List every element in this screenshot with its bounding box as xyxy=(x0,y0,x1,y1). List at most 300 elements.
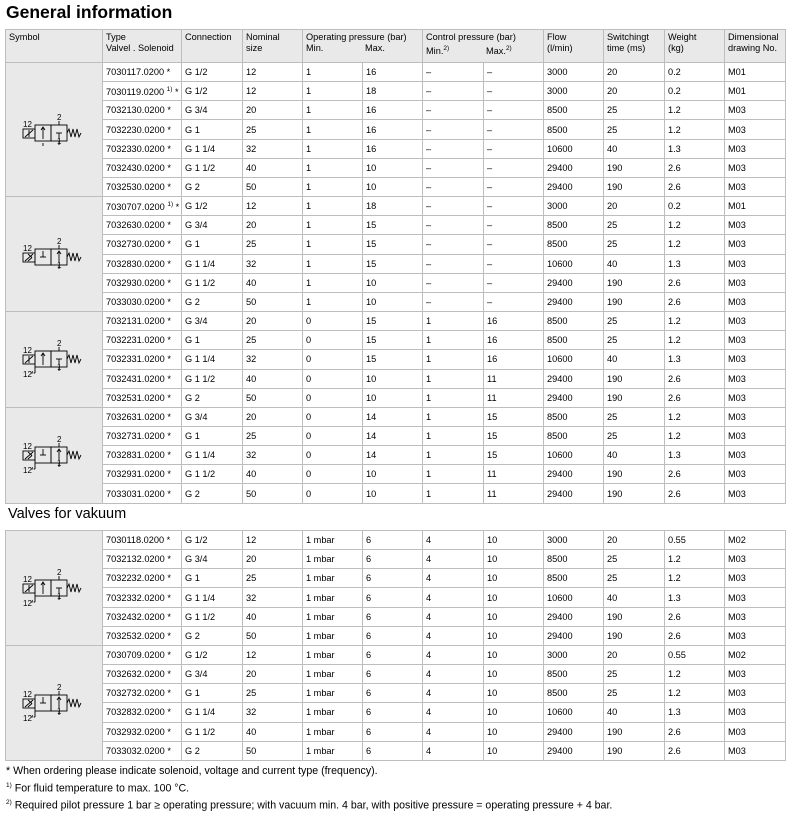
nominal-size-cell: 40 xyxy=(243,158,303,177)
type-number: 7030707.0200 $^{1)}$ * xyxy=(103,197,182,216)
svg-text:1: 1 xyxy=(57,363,62,373)
svg-text:12': 12' xyxy=(23,713,34,723)
control-pressure-max-cell: – xyxy=(484,120,544,139)
nominal-size-cell: 20 xyxy=(243,665,303,684)
connection-cell: G 1 1/2 xyxy=(182,273,243,292)
switching-time-cell: 25 xyxy=(604,407,665,426)
table-row xyxy=(6,139,786,158)
solenoid-2-2-nc-with-arrow-icon xyxy=(9,113,99,147)
switching-time-cell: 40 xyxy=(604,139,665,158)
table-header-row xyxy=(6,30,786,63)
weight-cell: 1.2 xyxy=(665,235,725,254)
type-number: 7032831.0200 * xyxy=(103,446,182,465)
table-row xyxy=(6,550,786,569)
connection-cell: G 1 1/4 xyxy=(182,254,243,273)
flow-cell: 29400 xyxy=(544,177,604,196)
operating-pressure-max-cell: 10 xyxy=(363,369,423,388)
weight-cell: 2.6 xyxy=(665,158,725,177)
operating-pressure-max-cell: 10 xyxy=(363,158,423,177)
dimensional-drawing-cell: M03 xyxy=(725,101,786,120)
connection-cell: G 1 1/2 xyxy=(182,158,243,177)
dimensional-drawing-cell: M03 xyxy=(725,388,786,407)
control-pressure-min-cell: – xyxy=(423,216,484,235)
operating-pressure-max-cell: 6 xyxy=(363,588,423,607)
header-operating-pressure: Operating pressure (bar) Min. Max. xyxy=(303,30,423,63)
connection-cell: G 2 xyxy=(182,741,243,760)
connection-cell: G 1/2 xyxy=(182,82,243,101)
vacuum-section-title: Valves for vakuum xyxy=(8,506,127,522)
operating-pressure-max-cell: 14 xyxy=(363,407,423,426)
operating-pressure-min-cell: 1 xyxy=(303,82,363,101)
control-pressure-max-cell: – xyxy=(484,139,544,158)
operating-pressure-min-cell: 1 mbar xyxy=(303,645,363,664)
operating-pressure-min-cell: 1 xyxy=(303,273,363,292)
switching-time-cell: 25 xyxy=(604,569,665,588)
table-row xyxy=(6,484,786,503)
nominal-size-cell: 50 xyxy=(243,626,303,645)
type-number: 7032130.0200 * xyxy=(103,101,182,120)
svg-text:2: 2 xyxy=(57,435,62,445)
table-row xyxy=(6,465,786,484)
type-number: 7032832.0200 * xyxy=(103,703,182,722)
connection-cell: G 3/4 xyxy=(182,101,243,120)
control-pressure-max-cell: – xyxy=(484,292,544,311)
operating-pressure-min-cell: 1 xyxy=(303,235,363,254)
weight-cell: 1.2 xyxy=(665,331,725,350)
nominal-size-cell: 20 xyxy=(243,101,303,120)
switching-time-cell: 25 xyxy=(604,120,665,139)
operating-pressure-max-cell: 6 xyxy=(363,684,423,703)
dimensional-drawing-cell: M03 xyxy=(725,607,786,626)
header-nominal-size: Nominal size xyxy=(243,30,303,63)
nominal-size-cell: 25 xyxy=(243,120,303,139)
dimensional-drawing-cell: M03 xyxy=(725,120,786,139)
table-row xyxy=(6,273,786,292)
flow-cell: 8500 xyxy=(544,407,604,426)
operating-pressure-min-cell: 1 xyxy=(303,101,363,120)
dimensional-drawing-cell: M01 xyxy=(725,82,786,101)
nominal-size-cell: 32 xyxy=(243,446,303,465)
operating-pressure-max-cell: 16 xyxy=(363,63,423,82)
header-flow: Flow (l/min) xyxy=(544,30,604,63)
flow-cell: 8500 xyxy=(544,665,604,684)
flow-cell: 10600 xyxy=(544,350,604,369)
type-number: 7032231.0200 * xyxy=(103,331,182,350)
operating-pressure-max-cell: 10 xyxy=(363,273,423,292)
switching-time-cell: 25 xyxy=(604,665,665,684)
switching-time-cell: 25 xyxy=(604,550,665,569)
table-row xyxy=(6,626,786,645)
switching-time-cell: 25 xyxy=(604,216,665,235)
type-number: 7032932.0200 * xyxy=(103,722,182,741)
control-pressure-min-cell: 4 xyxy=(423,569,484,588)
operating-pressure-max-cell: 16 xyxy=(363,120,423,139)
switching-time-cell: 25 xyxy=(604,312,665,331)
valve-symbol-cell xyxy=(6,407,103,503)
nominal-size-cell: 12 xyxy=(243,82,303,101)
operating-pressure-min-cell: 1 mbar xyxy=(303,607,363,626)
dimensional-drawing-cell: M03 xyxy=(725,550,786,569)
connection-cell: G 1/2 xyxy=(182,63,243,82)
type-number: 7032332.0200 * xyxy=(103,588,182,607)
operating-pressure-min-cell: 1 xyxy=(303,177,363,196)
connection-cell: G 2 xyxy=(182,484,243,503)
flow-cell: 29400 xyxy=(544,484,604,503)
weight-cell: 2.6 xyxy=(665,292,725,311)
control-pressure-max-cell: – xyxy=(484,82,544,101)
control-pressure-max-cell: 16 xyxy=(484,350,544,369)
connection-cell: G 2 xyxy=(182,177,243,196)
control-pressure-min-cell: 1 xyxy=(423,407,484,426)
connection-cell: G 1 1/4 xyxy=(182,588,243,607)
type-number: 7030118.0200 * xyxy=(103,531,182,550)
flow-cell: 10600 xyxy=(544,588,604,607)
flow-cell: 8500 xyxy=(544,550,604,569)
operating-pressure-min-cell: 1 xyxy=(303,197,363,216)
type-number: 7032830.0200 * xyxy=(103,254,182,273)
connection-cell: G 1 1/2 xyxy=(182,607,243,626)
switching-time-cell: 40 xyxy=(604,254,665,273)
dimensional-drawing-cell: M03 xyxy=(725,588,786,607)
dimensional-drawing-cell: M03 xyxy=(725,446,786,465)
flow-cell: 8500 xyxy=(544,101,604,120)
weight-cell: 1.2 xyxy=(665,684,725,703)
control-pressure-max-cell: 10 xyxy=(484,741,544,760)
header-connection: Connection xyxy=(182,30,243,63)
dimensional-drawing-cell: M03 xyxy=(725,465,786,484)
switching-time-cell: 20 xyxy=(604,82,665,101)
switching-time-cell: 25 xyxy=(604,426,665,445)
flow-cell: 29400 xyxy=(544,626,604,645)
switching-time-cell: 190 xyxy=(604,369,665,388)
flow-cell: 29400 xyxy=(544,369,604,388)
dimensional-drawing-cell: M03 xyxy=(725,741,786,760)
weight-cell: 2.6 xyxy=(665,626,725,645)
dimensional-drawing-cell: M03 xyxy=(725,158,786,177)
weight-cell: 1.3 xyxy=(665,703,725,722)
dimensional-drawing-cell: M02 xyxy=(725,645,786,664)
connection-cell: G 2 xyxy=(182,388,243,407)
operating-pressure-min-cell: 0 xyxy=(303,331,363,350)
control-pressure-min-cell: 4 xyxy=(423,588,484,607)
switching-time-cell: 25 xyxy=(604,331,665,350)
type-number: 7032331.0200 * xyxy=(103,350,182,369)
switching-time-cell: 190 xyxy=(604,158,665,177)
weight-cell: 1.3 xyxy=(665,350,725,369)
svg-text:2: 2 xyxy=(57,339,62,349)
svg-text:1: 1 xyxy=(57,591,62,601)
table-row xyxy=(6,407,786,426)
switching-time-cell: 190 xyxy=(604,722,665,741)
operating-pressure-min-cell: 0 xyxy=(303,369,363,388)
type-number: 7032432.0200 * xyxy=(103,607,182,626)
connection-cell: G 1 xyxy=(182,684,243,703)
dimensional-drawing-cell: M03 xyxy=(725,369,786,388)
weight-cell: 1.3 xyxy=(665,254,725,273)
dimensional-drawing-cell: M03 xyxy=(725,665,786,684)
table-row xyxy=(6,254,786,273)
weight-cell: 2.6 xyxy=(665,607,725,626)
nominal-size-cell: 20 xyxy=(243,407,303,426)
dimensional-drawing-cell: M03 xyxy=(725,331,786,350)
control-pressure-max-cell: – xyxy=(484,158,544,177)
control-pressure-max-cell: 16 xyxy=(484,331,544,350)
connection-cell: G 1/2 xyxy=(182,531,243,550)
control-pressure-min-cell: – xyxy=(423,197,484,216)
operating-pressure-min-cell: 1 xyxy=(303,120,363,139)
type-number: 7032431.0200 * xyxy=(103,369,182,388)
switching-time-cell: 20 xyxy=(604,531,665,550)
nominal-size-cell: 12 xyxy=(243,531,303,550)
type-number: 7032132.0200 * xyxy=(103,550,182,569)
flow-cell: 29400 xyxy=(544,465,604,484)
dimensional-drawing-cell: M03 xyxy=(725,484,786,503)
svg-text:1: 1 xyxy=(57,459,62,469)
control-pressure-max-cell: 10 xyxy=(484,569,544,588)
type-number: 7032230.0200 * xyxy=(103,120,182,139)
operating-pressure-min-cell: 0 xyxy=(303,407,363,426)
nominal-size-cell: 20 xyxy=(243,216,303,235)
dimensional-drawing-cell: M03 xyxy=(725,626,786,645)
control-pressure-min-cell: 4 xyxy=(423,607,484,626)
operating-pressure-min-cell: 0 xyxy=(303,465,363,484)
nominal-size-cell: 20 xyxy=(243,312,303,331)
nominal-size-cell: 50 xyxy=(243,388,303,407)
table-row xyxy=(6,197,786,216)
general-info-table xyxy=(5,29,786,504)
table-row xyxy=(6,292,786,311)
operating-pressure-max-cell: 10 xyxy=(363,388,423,407)
type-number: 7032731.0200 * xyxy=(103,426,182,445)
dimensional-drawing-cell: M03 xyxy=(725,703,786,722)
header-switching-time: Switchingt time (ms) xyxy=(604,30,665,63)
control-pressure-min-cell: – xyxy=(423,101,484,120)
nominal-size-cell: 40 xyxy=(243,369,303,388)
table-row xyxy=(6,331,786,350)
type-number: 7032930.0200 * xyxy=(103,273,182,292)
weight-cell: 2.6 xyxy=(665,465,725,484)
operating-pressure-min-cell: 1 mbar xyxy=(303,684,363,703)
control-pressure-max-cell: 16 xyxy=(484,312,544,331)
flow-cell: 8500 xyxy=(544,426,604,445)
type-number: 7030709.0200 * xyxy=(103,645,182,664)
weight-cell: 0.55 xyxy=(665,531,725,550)
switching-time-cell: 25 xyxy=(604,684,665,703)
table-row xyxy=(6,235,786,254)
flow-cell: 29400 xyxy=(544,158,604,177)
svg-text:12: 12 xyxy=(23,244,32,254)
operating-pressure-max-cell: 6 xyxy=(363,550,423,569)
control-pressure-min-cell: 1 xyxy=(423,465,484,484)
operating-pressure-min-cell: 1 mbar xyxy=(303,665,363,684)
switching-time-cell: 190 xyxy=(604,177,665,196)
control-pressure-max-cell: 10 xyxy=(484,645,544,664)
footnote-pilot-pressure: $^{2)}$ Required pilot pressure 1 bar ≥ operating pressure; with vacuum min. 4 bar, with positive pressure = operating pressure + 4 bar. xyxy=(6,798,613,812)
svg-text:12: 12 xyxy=(23,689,32,699)
weight-cell: 0.2 xyxy=(665,63,725,82)
flow-cell: 29400 xyxy=(544,388,604,407)
footnote-ordering: * When ordering please indicate solenoid, voltage and current type (frequency). xyxy=(6,765,378,777)
switching-time-cell: 190 xyxy=(604,607,665,626)
operating-pressure-min-cell: 1 mbar xyxy=(303,531,363,550)
connection-cell: G 1/2 xyxy=(182,645,243,664)
operating-pressure-max-cell: 18 xyxy=(363,82,423,101)
type-number: 7032630.0200 * xyxy=(103,216,182,235)
weight-cell: 2.6 xyxy=(665,369,725,388)
weight-cell: 1.2 xyxy=(665,550,725,569)
nominal-size-cell: 25 xyxy=(243,331,303,350)
operating-pressure-max-cell: 6 xyxy=(363,626,423,645)
solenoid-2-2-no-external-pilot-icon xyxy=(9,683,99,723)
nominal-size-cell: 32 xyxy=(243,350,303,369)
operating-pressure-min-cell: 0 xyxy=(303,350,363,369)
control-pressure-min-cell: – xyxy=(423,63,484,82)
operating-pressure-min-cell: 1 mbar xyxy=(303,741,363,760)
connection-cell: G 1 xyxy=(182,120,243,139)
operating-pressure-max-cell: 6 xyxy=(363,645,423,664)
control-pressure-max-cell: – xyxy=(484,216,544,235)
operating-pressure-min-cell: 0 xyxy=(303,484,363,503)
flow-cell: 29400 xyxy=(544,292,604,311)
dimensional-drawing-cell: M03 xyxy=(725,177,786,196)
dimensional-drawing-cell: M01 xyxy=(725,63,786,82)
weight-cell: 1.2 xyxy=(665,426,725,445)
switching-time-cell: 190 xyxy=(604,388,665,407)
dimensional-drawing-cell: M03 xyxy=(725,350,786,369)
control-pressure-min-cell: 1 xyxy=(423,369,484,388)
table-row xyxy=(6,607,786,626)
connection-cell: G 1 1/2 xyxy=(182,465,243,484)
operating-pressure-min-cell: 0 xyxy=(303,426,363,445)
control-pressure-max-cell: 10 xyxy=(484,588,544,607)
header-weight: Weight (kg) xyxy=(665,30,725,63)
valve-symbol-cell xyxy=(6,531,103,646)
flow-cell: 29400 xyxy=(544,607,604,626)
control-pressure-max-cell: 10 xyxy=(484,531,544,550)
svg-text:12: 12 xyxy=(23,574,32,584)
svg-text:12': 12' xyxy=(23,370,34,380)
control-pressure-min-cell: 4 xyxy=(423,550,484,569)
control-pressure-max-cell: 10 xyxy=(484,684,544,703)
switching-time-cell: 20 xyxy=(604,63,665,82)
operating-pressure-max-cell: 15 xyxy=(363,254,423,273)
operating-pressure-min-cell: 1 mbar xyxy=(303,550,363,569)
control-pressure-min-cell: 1 xyxy=(423,446,484,465)
type-number: 7032732.0200 * xyxy=(103,684,182,703)
connection-cell: G 1 1/4 xyxy=(182,446,243,465)
flow-cell: 10600 xyxy=(544,446,604,465)
nominal-size-cell: 12 xyxy=(243,645,303,664)
control-pressure-min-cell: 1 xyxy=(423,426,484,445)
valve-symbol-cell xyxy=(6,197,103,312)
operating-pressure-max-cell: 15 xyxy=(363,350,423,369)
nominal-size-cell: 25 xyxy=(243,684,303,703)
type-number: 7032631.0200 * xyxy=(103,407,182,426)
operating-pressure-min-cell: 0 xyxy=(303,446,363,465)
table-row xyxy=(6,684,786,703)
dimensional-drawing-cell: M03 xyxy=(725,312,786,331)
connection-cell: G 3/4 xyxy=(182,550,243,569)
type-number: 7032931.0200 * xyxy=(103,465,182,484)
weight-cell: 2.6 xyxy=(665,177,725,196)
control-pressure-min-cell: 4 xyxy=(423,741,484,760)
control-pressure-min-cell: 4 xyxy=(423,684,484,703)
type-number: 7032532.0200 * xyxy=(103,626,182,645)
switching-time-cell: 190 xyxy=(604,741,665,760)
switching-time-cell: 20 xyxy=(604,645,665,664)
dimensional-drawing-cell: M03 xyxy=(725,569,786,588)
type-number: 7032330.0200 * xyxy=(103,139,182,158)
control-pressure-min-cell: – xyxy=(423,292,484,311)
control-pressure-min-cell: 1 xyxy=(423,388,484,407)
switching-time-cell: 25 xyxy=(604,235,665,254)
type-number: 7033032.0200 * xyxy=(103,741,182,760)
flow-cell: 3000 xyxy=(544,531,604,550)
operating-pressure-max-cell: 6 xyxy=(363,665,423,684)
vacuum-table-body xyxy=(6,531,786,761)
operating-pressure-max-cell: 10 xyxy=(363,292,423,311)
svg-text:12': 12' xyxy=(23,466,34,476)
control-pressure-min-cell: 1 xyxy=(423,312,484,331)
flow-cell: 8500 xyxy=(544,235,604,254)
dimensional-drawing-cell: M03 xyxy=(725,407,786,426)
nominal-size-cell: 40 xyxy=(243,722,303,741)
dimensional-drawing-cell: M03 xyxy=(725,426,786,445)
connection-cell: G 1 1/4 xyxy=(182,139,243,158)
control-pressure-min-cell: 4 xyxy=(423,626,484,645)
operating-pressure-min-cell: 1 xyxy=(303,63,363,82)
operating-pressure-min-cell: 1 xyxy=(303,158,363,177)
operating-pressure-max-cell: 6 xyxy=(363,722,423,741)
nominal-size-cell: 50 xyxy=(243,177,303,196)
table-row xyxy=(6,741,786,760)
connection-cell: G 1 1/4 xyxy=(182,703,243,722)
flow-cell: 3000 xyxy=(544,197,604,216)
control-pressure-max-cell: – xyxy=(484,235,544,254)
nominal-size-cell: 12 xyxy=(243,63,303,82)
svg-text:12': 12' xyxy=(23,598,34,608)
weight-cell: 1.3 xyxy=(665,446,725,465)
table-row xyxy=(6,426,786,445)
control-pressure-max-cell: 11 xyxy=(484,465,544,484)
type-number: 7033031.0200 * xyxy=(103,484,182,503)
flow-cell: 3000 xyxy=(544,82,604,101)
connection-cell: G 1 1/2 xyxy=(182,369,243,388)
nominal-size-cell: 50 xyxy=(243,292,303,311)
flow-cell: 8500 xyxy=(544,216,604,235)
operating-pressure-max-cell: 15 xyxy=(363,216,423,235)
svg-text:2: 2 xyxy=(57,112,62,122)
nominal-size-cell: 32 xyxy=(243,703,303,722)
svg-text:12: 12 xyxy=(23,119,32,129)
connection-cell: G 1 xyxy=(182,569,243,588)
nominal-size-cell: 32 xyxy=(243,139,303,158)
table-row xyxy=(6,120,786,139)
control-pressure-min-cell: – xyxy=(423,82,484,101)
operating-pressure-min-cell: 1 xyxy=(303,292,363,311)
switching-time-cell: 40 xyxy=(604,703,665,722)
control-pressure-max-cell: 11 xyxy=(484,484,544,503)
control-pressure-max-cell: 11 xyxy=(484,388,544,407)
type-number: 7032430.0200 * xyxy=(103,158,182,177)
operating-pressure-max-cell: 6 xyxy=(363,741,423,760)
header-control-pressure: Control pressure (bar) Min.2) Max.2) xyxy=(423,30,544,63)
switching-time-cell: 40 xyxy=(604,588,665,607)
control-pressure-max-cell: 10 xyxy=(484,703,544,722)
dimensional-drawing-cell: M03 xyxy=(725,684,786,703)
flow-cell: 8500 xyxy=(544,120,604,139)
header-type: Type Valvel . Solenoid xyxy=(103,30,182,63)
